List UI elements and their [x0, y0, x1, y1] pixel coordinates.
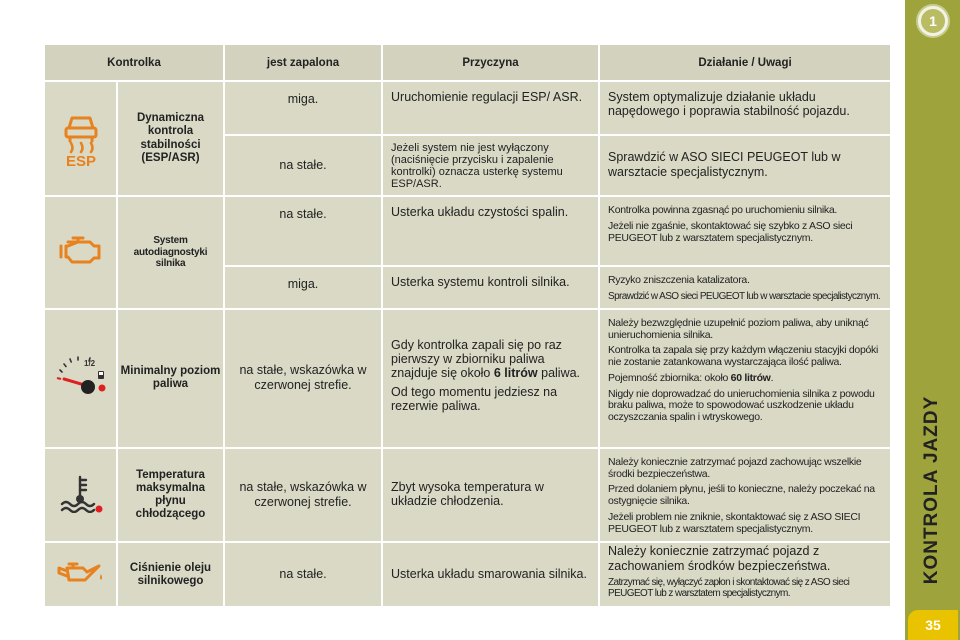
fuel-action-3 — [608, 373, 884, 385]
fuel-cause — [383, 310, 600, 449]
fuel-action — [600, 310, 890, 449]
engine-action-2a: Ryzyko zniszczenia katalizatora. — [608, 274, 750, 286]
chapter-title: KONTROLA JAZDY — [921, 395, 942, 585]
temp-action — [600, 449, 890, 544]
oil-action — [600, 543, 890, 608]
oil-action-1: Należy koniecznie zatrzymać pojazd z zachowaniem środków bezpieczeństwa. — [608, 544, 831, 573]
header-state: jest zapalona — [225, 45, 383, 82]
fuel-action-3-bold: 60 litrów — [730, 371, 771, 384]
engine-cause-1: Usterka układu czystości spalin. — [383, 197, 600, 267]
header-action: Działanie / Uwagi — [600, 45, 890, 82]
fuel-cause-bold: 6 litrów — [493, 366, 538, 381]
engine-name: System autodiagnostyki silnika — [118, 197, 225, 310]
engine-check-icon — [58, 232, 104, 268]
esp-icon-cell — [45, 82, 118, 197]
fuel-icon-cell — [45, 310, 118, 449]
temp-icon-cell — [45, 449, 118, 544]
oil-icon-cell — [45, 543, 118, 608]
temp-action-1: Należy koniecznie zatrzymać pojazd zachowując wszelkie środki bezpieczeństwa. — [608, 455, 862, 480]
fuel-state: na stałe, wskazówka w czerwonej strefie. — [225, 310, 383, 449]
fuel-action-1: Należy bezwzględnie uzupełnić poziom paliwa, aby uniknąć unieruchomienia silnika. — [608, 316, 869, 341]
table-row — [45, 82, 890, 136]
temp-state: na stałe, wskazówka w czerwonej strefie. — [225, 449, 383, 544]
oil-can-icon — [55, 558, 107, 586]
fuel-gauge-icon — [54, 352, 108, 400]
engine-state-1: na stałe. — [225, 197, 383, 267]
fuel-action-3-end: . — [770, 371, 774, 384]
temp-name: Temperatura maksymalna płynu chłodzącego — [118, 449, 225, 544]
esp-action-2: Sprawdzić w ASO SIECI PEUGEOT lub w warsztacie specjalistycznym. — [600, 136, 890, 197]
fuel-action-3-text: Pojemność zbiornika: około — [608, 371, 729, 384]
engine-action-1a: Kontrolka powinna zgasnąć po uruchomieniu silnika. — [608, 204, 837, 216]
oil-cause: Usterka układu smarowania silnika. — [383, 543, 600, 608]
esp-cause-2: Jeżeli system nie jest wyłączony (naciśnięcie przycisku i zapalenie kontrolki) oznacza usterkę systemu ESP/ASR. — [383, 136, 600, 197]
esp-state-1: miga. — [225, 82, 383, 136]
fuel-cause-1-end: paliwa. — [541, 366, 581, 381]
warning-lights-table — [45, 45, 890, 608]
header-cause: Przyczyna — [383, 45, 600, 82]
engine-cause-2: Usterka systemu kontroli silnika. — [383, 267, 600, 310]
fuel-cause-1 — [391, 338, 592, 381]
table-header-row — [45, 45, 890, 82]
table-row — [45, 310, 890, 449]
fuel-action-4: Nigdy nie doprowadzać do unieruchomienia silnika z powodu braku paliwa, może to spowodować uszkodzenie układu oczyszczania spalin i wtryskowego. — [608, 387, 875, 424]
table-row — [45, 543, 890, 608]
esp-name: Dynamiczna kontrola stabilności (ESP/ASR) — [118, 82, 225, 197]
page-number: 35 — [908, 610, 958, 640]
temp-action-2: Przed dolaniem płynu, jeśli to konieczne, należy poczekać na ostygnięcie silnika. — [608, 483, 875, 508]
chapter-number: 1 — [921, 9, 945, 33]
esp-icon-label: ESP — [65, 153, 96, 166]
chapter-badge-icon — [916, 4, 950, 38]
engine-action-2 — [600, 267, 890, 310]
esp-cause-1: Uruchomienie regulacji ESP/ ASR. — [383, 82, 600, 136]
header-kontrolka: Kontrolka — [45, 45, 225, 82]
engine-state-2: miga. — [225, 267, 383, 310]
engine-action-2b: Sprawdzić w ASO sieci PEUGEOT lub w warsztacie specjalistycznym. — [608, 290, 881, 302]
table-row — [45, 449, 890, 544]
oil-action-2: Zatrzymać się, wyłączyć zapłon i skontaktować się z ASO sieci PEUGEOT lub z warsztatem specjalistycznym. — [608, 577, 850, 600]
fuel-cause-1-text: Gdy kontrolka zapali się po raz pierwszy w zbiorniku paliwa znajduje się około — [391, 337, 562, 381]
oil-state: na stałe. — [225, 543, 383, 608]
fuel-cause-2: Od tego momentu jedziesz na rezerwie paliwa. — [391, 384, 558, 413]
engine-icon-cell — [45, 197, 118, 310]
engine-action-1 — [600, 197, 890, 267]
fuel-gauge-label: 1/2 — [83, 358, 95, 368]
oil-name: Ciśnienie oleju silnikowego — [118, 543, 225, 608]
esp-action-1: System optymalizuje działanie układu napędowego i poprawia stabilność pojazdu. — [600, 82, 890, 136]
fuel-name: Minimalny poziom paliwa — [118, 310, 225, 449]
fuel-action-2: Kontrolka ta zapala się przy każdym włączeniu stacyjki dopóki nie zostanie zatankowana wystarczająca ilość paliwa. — [608, 344, 879, 369]
temp-cause: Zbyt wysoka temperatura w układzie chłodzenia. — [383, 449, 600, 544]
esp-skid-icon — [57, 106, 105, 166]
esp-state-2: na stałe. — [225, 136, 383, 197]
engine-action-1b: Jeżeli nie zgaśnie, skontaktować się szybko z ASO sieci PEUGEOT lub z warsztatem specjalistycznym. — [608, 219, 853, 244]
table-row — [45, 197, 890, 267]
temp-action-3: Jeżeli problem nie zniknie, skontaktować się z ASO SIECI PEUGEOT lub z warsztatem specjalistycznym. — [608, 510, 861, 535]
coolant-temperature-icon — [58, 473, 104, 513]
